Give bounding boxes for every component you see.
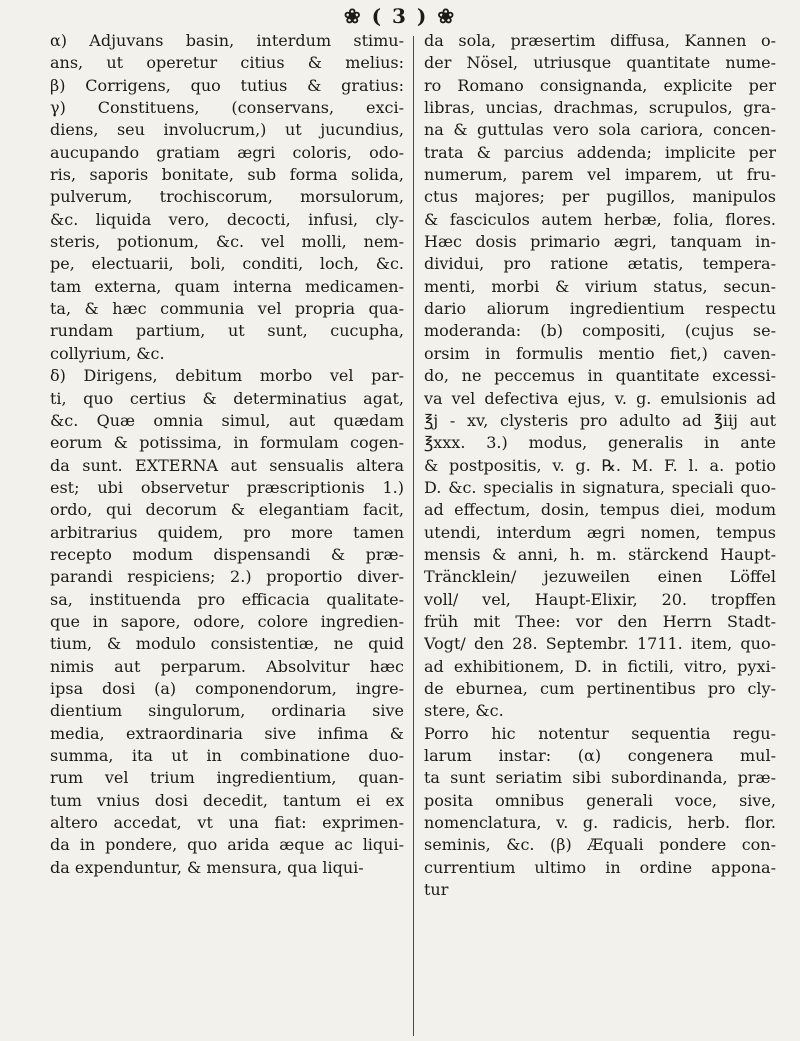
text-line: früh mit Thee: vor den Herrn Stadt- xyxy=(424,611,776,631)
text-line: ta sunt seriatim sibi subordinanda, præ- xyxy=(424,768,776,788)
text-line: orsim in formulis mentio fiet,) caven- xyxy=(424,343,776,363)
text-line: α) Adjuvans basin, interdum stimu- xyxy=(50,31,404,50)
text-line: que in sapore, odore, colore ingredien- xyxy=(50,611,404,631)
text-line: moderanda: (b) compositi, (cujus se- xyxy=(424,321,776,341)
text-line: ans, ut operetur citius & melius: xyxy=(50,53,404,73)
column-divider xyxy=(413,36,414,1036)
text-line: stere, &c. xyxy=(424,701,504,721)
text-line: est; ubi observetur præscriptionis 1.) xyxy=(50,477,404,497)
text-line: va vel defectiva ejus, v. g. emulsionis ad xyxy=(424,388,776,408)
text-line: β) Corrigens, quo tutius & gratius: xyxy=(50,75,404,95)
text-line: ro Romano consignanda, explicite per xyxy=(424,75,776,95)
text-line: dario aliorum ingredientium respectu xyxy=(424,299,776,319)
text-line: Porro hic notentur sequentia regu- xyxy=(424,723,776,743)
text-line: steris, potionum, &c. vel molli, nem- xyxy=(50,232,404,252)
text-line: D. &c. specialis in signatura, speciali quo- xyxy=(424,477,776,497)
text-line: utendi, interdum ægri nomen, tempus xyxy=(424,522,776,542)
text-line: larum instar: (α) congenera mul- xyxy=(424,746,776,765)
text-line: tum vnius dosi decedit, tantum ei ex xyxy=(50,790,404,810)
text-line: diens, seu involucrum,) ut jucundius, xyxy=(50,120,404,140)
text-line: dividui, pro ratione ætatis, tempera- xyxy=(424,254,776,274)
text-line: da in pondere, quo arida æque ac liqui- xyxy=(50,835,404,855)
text-line: δ) Dirigens, debitum morbo vel par- xyxy=(50,366,404,386)
text-line: ℥xxx. 3.) modus, generalis in ante xyxy=(424,433,776,453)
text-line: da sola, præsertim diffusa, Kannen o- xyxy=(424,31,776,50)
text-line: Vogt/ den 28. Septembr. 1711. item, quo- xyxy=(424,634,776,654)
text-line: media, extraordinaria sive infima & xyxy=(50,723,404,743)
text-line: &c. Quæ omnia simul, aut quædam xyxy=(50,410,404,430)
text-line: numerum, parem vel imparem, ut fru- xyxy=(424,165,776,185)
text-line: & postpositis, v. g. ℞. M. F. l. a. potio xyxy=(424,455,776,475)
text-line: pulverum, trochiscorum, morsulorum, xyxy=(50,187,404,207)
text-line: nimis aut perparum. Absolvitur hæc xyxy=(50,656,404,676)
text-line: Träncklein/ jezuweilen einen Löffel xyxy=(424,567,776,587)
text-line: eorum & potissima, in formulam cogen- xyxy=(50,433,404,453)
right-column xyxy=(424,30,776,901)
text-line: γ) Constituens, (conservans, exci- xyxy=(50,98,404,118)
text-line: na & guttulas vero sola cariora, concen- xyxy=(424,120,776,140)
text-line: nomenclatura, v. g. radicis, herb. flor. xyxy=(424,813,776,833)
text-line: parandi respiciens; 2.) proportio diver- xyxy=(50,567,404,587)
text-line: summa, ita ut in combinatione duo- xyxy=(50,746,404,765)
text-line: arbitrarius quidem, pro more tamen xyxy=(50,522,404,542)
text-line: ris, saporis bonitate, sub forma solida, xyxy=(50,165,404,185)
text-line: da expenduntur, & mensura, qua liqui- xyxy=(50,857,364,877)
text-line: da sunt. EXTERNA aut sensualis altera xyxy=(50,455,404,475)
text-line: recepto modum dispensandi & præ- xyxy=(50,544,404,564)
text-line: tam externa, quam interna medicamen- xyxy=(50,276,404,296)
text-line: ta, & hæc communia vel propria qua- xyxy=(50,299,404,319)
text-line: ctus majores; per pugillos, manipulos xyxy=(424,187,776,207)
text-line: der Nösel, utriusque quantitate nume- xyxy=(424,53,776,73)
text-line: menti, morbi & virium status, secun- xyxy=(424,276,776,296)
text-line: do, ne peccemus in quantitate excessi- xyxy=(424,366,776,386)
text-line: ℥j - xv, clysteris pro adulto ad ℥iij aut xyxy=(424,410,776,430)
text-line: seminis, &c. (β) Æquali pondere con- xyxy=(424,835,776,855)
text-line: rundam partium, ut sunt, cucupha, xyxy=(50,321,404,341)
text-line: collyrium, &c. xyxy=(50,343,165,363)
text-line: trata & parcius addenda; implicite per xyxy=(424,142,776,162)
text-line: posita omnibus generali voce, sive, xyxy=(424,790,776,810)
text-line: ordo, qui decorum & elegantiam facit, xyxy=(50,500,404,520)
text-line: &c. liquida vero, decocti, infusi, cly- xyxy=(50,209,404,229)
text-line: aucupando gratiam ægri coloris, odo- xyxy=(50,142,404,162)
page-number-header: ❀ ( 3 ) ❀ xyxy=(343,4,457,28)
text-line: ad exhibitionem, D. in fictili, vitro, pyxi- xyxy=(424,656,776,676)
text-line: ad effectum, dosin, tempus diei, modum xyxy=(424,500,776,520)
text-line: de eburnea, cum pertinentibus pro cly- xyxy=(424,678,776,698)
text-line: tium, & modulo consistentiæ, ne quid xyxy=(50,634,404,654)
text-line: ti, quo certius & determinatius agat, xyxy=(50,388,404,408)
left-column xyxy=(50,30,404,879)
text-line: Hæc dosis primario ægri, tanquam in- xyxy=(424,232,776,252)
text-line: & fasciculos autem herbæ, folia, flores. xyxy=(424,209,776,229)
text-line: sa, instituenda pro efficacia qualitate- xyxy=(50,589,404,609)
text-line: dientium singulorum, ordinaria sive xyxy=(50,701,404,721)
text-line: voll/ vel, Haupt-Elixir, 20. tropffen xyxy=(424,589,776,609)
text-line: currentium ultimo in ordine appona- xyxy=(424,857,776,877)
text-line: mensis & anni, h. m. stärckend Haupt- xyxy=(424,544,776,564)
text-line: tur xyxy=(424,880,449,900)
text-line: ipsa dosi (a) componendorum, ingre- xyxy=(50,678,404,698)
text-line: altero accedat, vt una fiat: exprimen- xyxy=(50,813,404,833)
text-line: libras, uncias, drachmas, scrupulos, gra- xyxy=(424,98,776,118)
text-line: rum vel trium ingredientium, quan- xyxy=(50,768,404,788)
text-line: pe, electuarii, boli, conditi, loch, &c. xyxy=(50,254,404,274)
